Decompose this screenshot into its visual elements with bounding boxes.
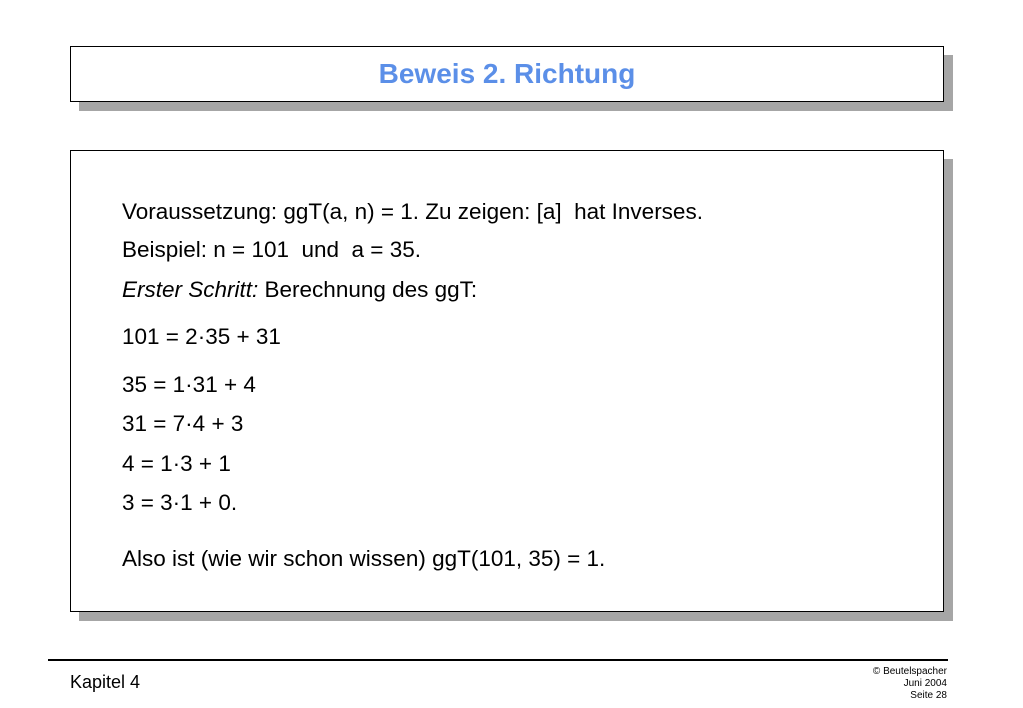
example-line: Beispiel: n = 101 und a = 35. [122,237,421,262]
footer-chapter: Kapitel 4 [70,672,141,692]
step-line [122,279,477,302]
equation-4: 4 = 1·3 + 1 [122,451,231,476]
conclusion-line: Also ist (wie wir schon wissen) ggT(101, 35) = 1. [122,546,606,571]
equation-1: 101 = 2·35 + 31 [122,324,281,349]
step-label: Erster Schritt: [122,277,259,302]
footer-meta [873,666,947,702]
step-text: Berechnung des ggT: [258,277,478,302]
footer-page: Seite 28 [910,690,947,701]
footer-copyright: © Beutelspacher [872,666,947,677]
content-box [70,150,944,612]
footer-rule [48,659,948,661]
footer-date: Juni 2004 [903,678,947,689]
slide-title: Beweis 2. Richtung [378,58,636,89]
title-box [70,46,944,102]
equation-5: 3 = 3·1 + 0. [122,490,238,515]
equation-2: 35 = 1·31 + 4 [122,372,256,397]
equation-3: 31 = 7·4 + 3 [122,411,244,436]
premise-line: Voraussetzung: ggT(a, n) = 1. Zu zeigen: [a] hat Inverses. [122,199,703,224]
